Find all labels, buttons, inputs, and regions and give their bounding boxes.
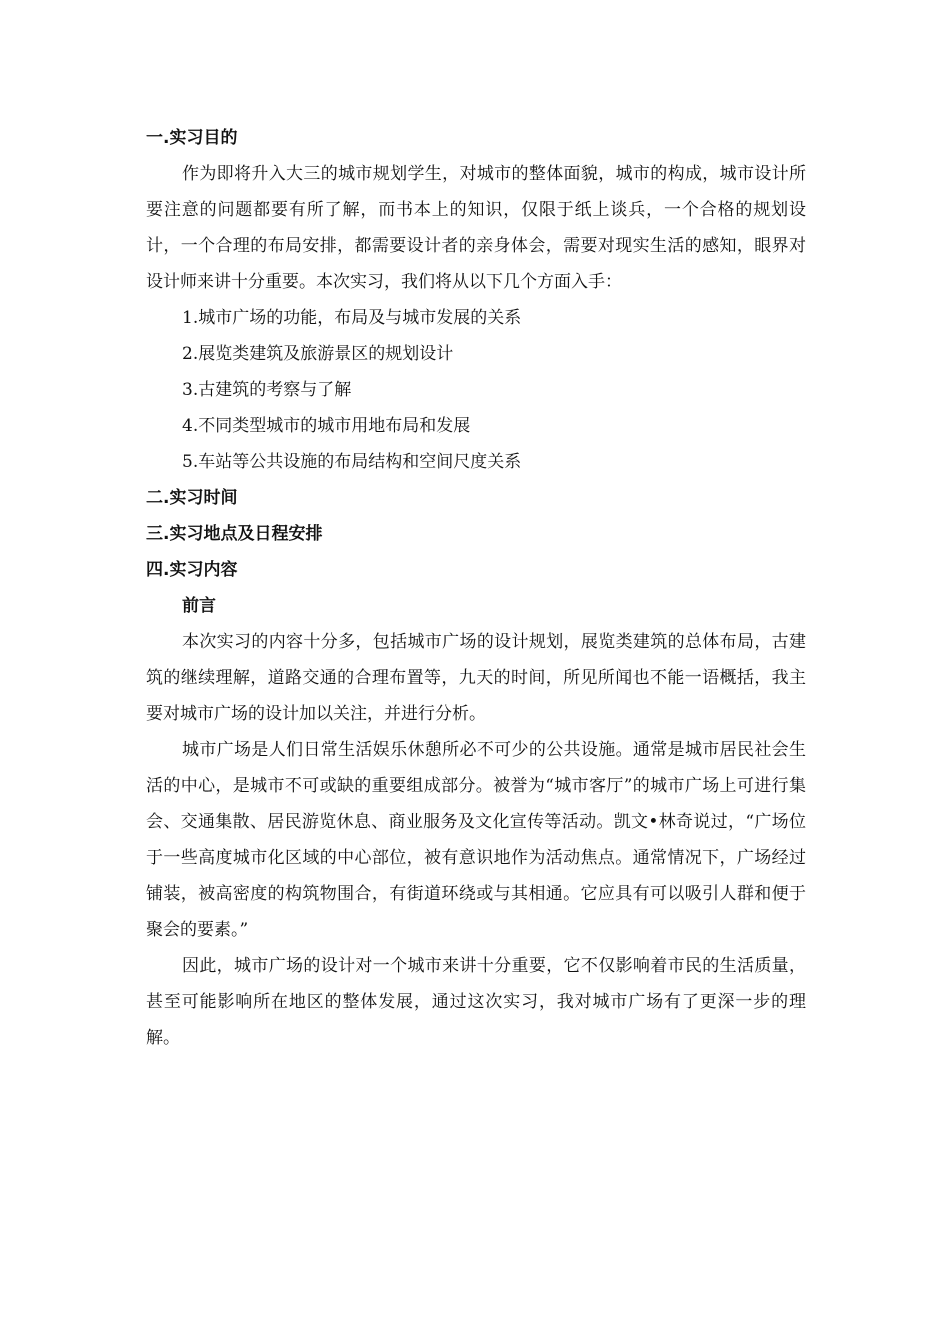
section-heading-purpose: 一.实习目的 bbox=[146, 128, 238, 148]
section-heading-location: 三.实习地点及日程安排 bbox=[146, 524, 323, 544]
section-heading-content: 四.实习内容 bbox=[146, 560, 238, 580]
preface-heading: 前言 bbox=[182, 596, 216, 616]
purpose-paragraph: 作为即将升入大三的城市规划学生，对城市的整体面貌，城市的构成，城市设计所要注意的问题都要有所了解，而书本上的知识，仅限于纸上谈兵，一个合格的规划设计，一个合理的布局安排，都需要设计者的亲身体会，需要对现实生活的感知，眼界对设计师来讲十分重要。本次实习，我们将从以下几个方面入手： bbox=[146, 164, 806, 292]
content-paragraph: 因此，城市广场的设计对一个城市来讲十分重要，它不仅影响着市民的生活质量，甚至可能影响所在地区的整体发展，通过这次实习，我对城市广场有了更深一步的理解。 bbox=[146, 956, 806, 1048]
content-paragraph: 城市广场是人们日常生活娱乐休憩所必不可少的公共设施。通常是城市居民社会生活的中心，是城市不可或缺的重要组成部分。被誉为“城市客厅”的城市广场上可进行集会、交通集散、居民游览休息、商业服务及文化宣传等活动。凯文•林奇说过，“广场位于一些高度城市化区域的中心部位，被有意识地作为活动焦点。通常情况下，广场经过铺装，被高密度的构筑物围合，有街道环绕或与其相通。它应具有可以吸引人群和便于聚会的要素。” bbox=[146, 740, 806, 940]
list-item: 5.车站等公共设施的布局结构和空间尺度关系 bbox=[182, 452, 522, 472]
document-page bbox=[146, 120, 806, 1056]
content-paragraph: 本次实习的内容十分多，包括城市广场的设计规划，展览类建筑的总体布局，古建筑的继续理解，道路交通的合理布置等，九天的时间，所见所闻也不能一语概括，我主要对城市广场的设计加以关注，并进行分析。 bbox=[146, 632, 806, 724]
list-item: 2.展览类建筑及旅游景区的规划设计 bbox=[182, 344, 454, 364]
list-item: 1.城市广场的功能，布局及与城市发展的关系 bbox=[182, 308, 522, 328]
section-heading-time: 二.实习时间 bbox=[146, 488, 238, 508]
list-item: 3.古建筑的考察与了解 bbox=[182, 380, 352, 400]
list-item: 4.不同类型城市的城市用地布局和发展 bbox=[182, 416, 471, 436]
